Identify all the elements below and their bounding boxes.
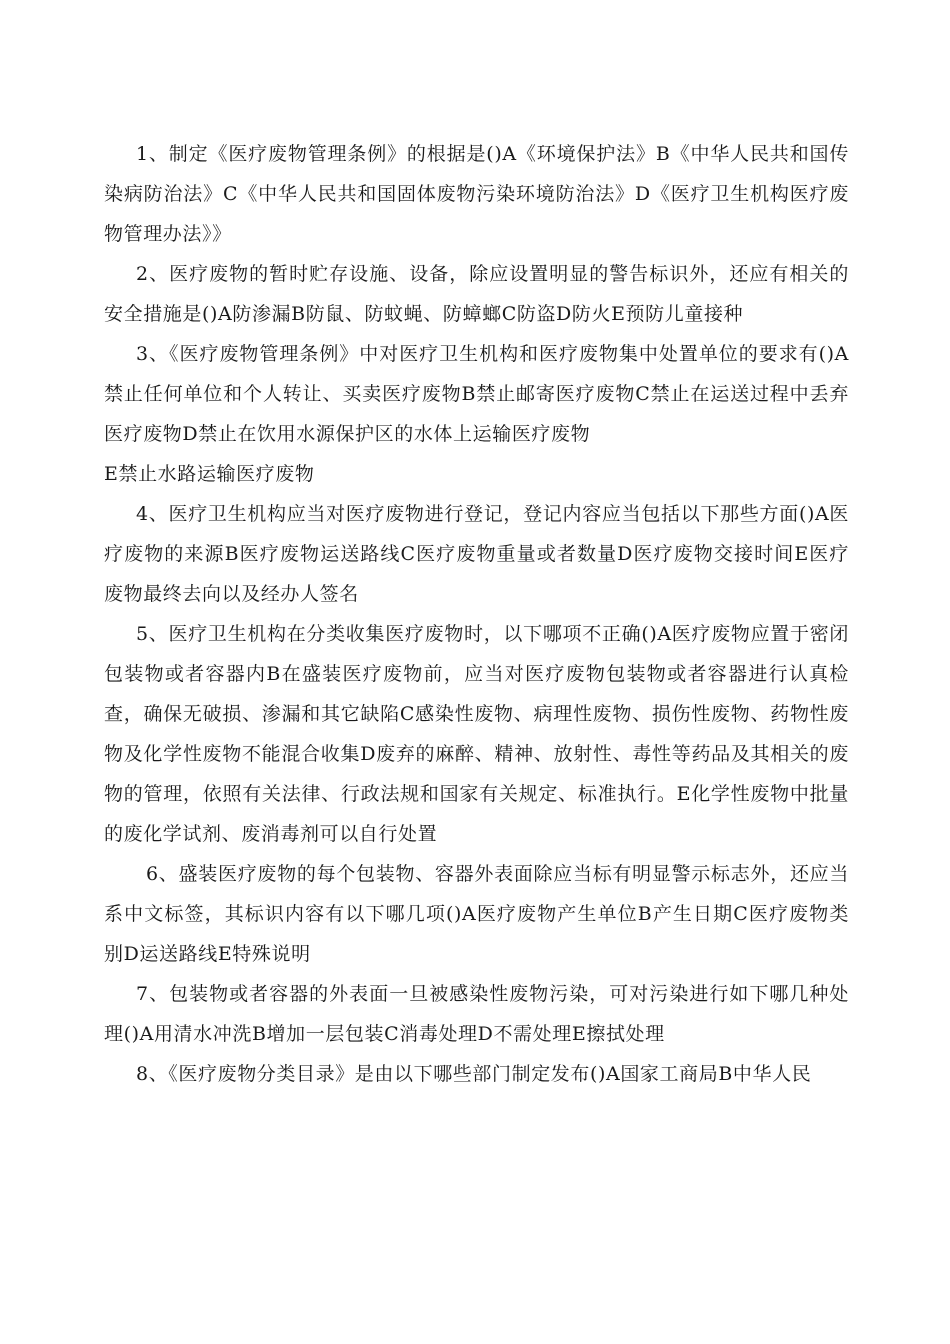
question-1: 1、制定《医疗废物管理条例》的根据是()A《环境保护法》B《中华人民共和国传染病防治法》C《中华人民共和国固体废物污染环境防治法》D《医疗卫生机构医疗废物管理办法》》: [104, 143, 849, 245]
question-3: 3、《医疗废物管理条例》中对医疗卫生机构和医疗废物集中处置单位的要求有()A禁止任何单位和个人转让、买卖医疗废物B禁止邮寄医疗废物C禁止在运送过程中丢弃医疗废物D禁止在饮用水源保护区的水体上运输医疗废物: [104, 343, 849, 445]
question-7: 7、包装物或者容器的外表面一旦被感染性废物污染，可对污染进行如下哪几种处理()A用清水冲洗B增加一层包装C消毒处理D不需处理E擦拭处理: [104, 983, 849, 1045]
question-8: 8、《医疗废物分类目录》是由以下哪些部门制定发布()A国家工商局B中华人民: [136, 1063, 812, 1085]
document-body: [104, 134, 849, 1094]
question-5: 5、医疗卫生机构在分类收集医疗废物时，以下哪项不正确()A医疗废物应置于密闭包装物或者容器内B在盛装医疗废物前，应当对医疗废物包装物或者容器进行认真检查，确保无破损、渗漏和其它缺陷C感染性废物、病理性废物、损伤性废物、药物性废物及化学性废物不能混合收集D废弃的麻醉、精神、放射性、毒性等药品及其相关的废物的管理，依照有关法律、行政法规和国家有关规定、标准执行。E化学性废物中批量的废化学试剂、废消毒剂可以自行处置: [104, 623, 849, 845]
question-2: 2、医疗废物的暂时贮存设施、设备，除应设置明显的警告标识外，还应有相关的安全措施是()A防渗漏B防鼠、防蚊蝇、防蟑螂C防盗D防火E预防儿童接种: [104, 263, 849, 325]
question-4: 4、医疗卫生机构应当对医疗废物进行登记，登记内容应当包括以下那些方面()A医疗废物的来源B医疗废物运送路线C医疗废物重量或者数量D医疗废物交接时间E医疗废物最终去向以及经办人签名: [104, 503, 849, 605]
question-3-continuation: E禁止水路运输医疗废物: [104, 463, 315, 485]
question-6: 6、盛装医疗废物的每个包装物、容器外表面除应当标有明显警示标志外，还应当系中文标签，其标识内容有以下哪几项()A医疗废物产生单位B产生日期C医疗废物类别D运送路线E特殊说明: [104, 863, 849, 965]
